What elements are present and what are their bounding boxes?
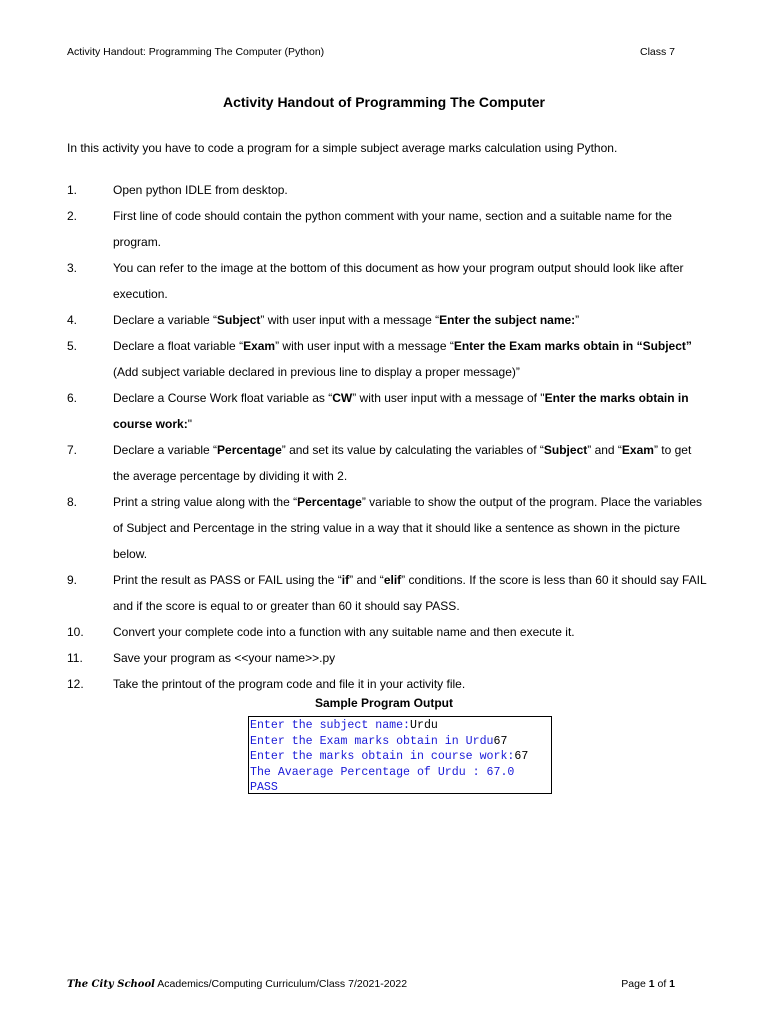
list-item-number: 4. bbox=[67, 313, 78, 327]
list-item bbox=[67, 203, 707, 255]
list-item bbox=[67, 385, 707, 437]
list-item bbox=[67, 645, 707, 671]
instruction-list bbox=[67, 177, 707, 697]
page-header bbox=[67, 46, 675, 62]
console-line: Enter the subject name:Urdu bbox=[250, 719, 438, 732]
list-item bbox=[67, 333, 707, 385]
list-item-number: 2. bbox=[67, 209, 78, 223]
console-line: Enter the marks obtain in course work:67 bbox=[250, 750, 529, 764]
header-title: Activity Handout: Programming The Computer (Python) bbox=[67, 46, 325, 58]
list-item-number: 7. bbox=[67, 443, 78, 457]
sample-title: Sample Program Output bbox=[314, 696, 454, 710]
list-item bbox=[67, 177, 707, 203]
list-item bbox=[67, 307, 707, 333]
console-line: The Avaerage Percentage of Urdu : 67.0 bbox=[250, 765, 515, 779]
list-item bbox=[67, 671, 707, 697]
list-item-text: Convert your complete code into a function with any suitable name and then execute it. bbox=[113, 625, 575, 639]
list-item-number: 9. bbox=[67, 573, 78, 587]
console-line: Enter the Exam marks obtain in Urdu67 bbox=[250, 734, 508, 748]
list-item bbox=[67, 437, 707, 489]
list-item-text: Declare a variable “Subject” with user input with a message “Enter the subject name:” bbox=[113, 313, 580, 327]
list-item-text: Open python IDLE from desktop. bbox=[113, 183, 288, 197]
list-item bbox=[67, 489, 707, 567]
footer-path: Academics/Computing Curriculum/Class 7/2021-2022 bbox=[154, 978, 408, 990]
list-item-text: Take the printout of the program code and file it in your activity file. bbox=[113, 677, 466, 691]
list-item-number: 8. bbox=[67, 495, 78, 509]
header-class: Class 7 bbox=[639, 46, 675, 58]
list-item-text: You can refer to the image at the bottom of this document as how your program output should look like after execution. bbox=[113, 261, 684, 301]
list-item-text: Save your program as <<your name>>.py bbox=[113, 651, 336, 665]
page-footer bbox=[67, 978, 675, 990]
list-item-text: First line of code should contain the python comment with your name, section and a suitable name for the program. bbox=[113, 209, 672, 249]
list-item-number: 1. bbox=[67, 183, 78, 197]
console-line: PASS bbox=[250, 781, 278, 794]
list-item bbox=[67, 567, 707, 619]
page-title: Activity Handout of Programming The Computer bbox=[222, 94, 545, 110]
list-item-number: 6. bbox=[67, 391, 78, 405]
list-item-number: 10. bbox=[67, 625, 84, 639]
list-item-text: Declare a variable “Percentage” and set its value by calculating the variables of “Subject” and “Exam” to get the average percentage by dividing it with 2. bbox=[113, 443, 692, 483]
list-item bbox=[67, 255, 707, 307]
list-item-number: 5. bbox=[67, 339, 78, 353]
list-item-text: Declare a float variable “Exam” with user input with a message “Enter the Exam marks obtain in “Subject” (Add subject variable declared in previous line to display a proper message)” bbox=[113, 339, 692, 379]
sample-output-console bbox=[248, 716, 552, 794]
list-item-text: Print a string value along with the “Percentage” variable to show the output of the program. Place the variables of Subject and Percentage in the string value in a way that it should like a sentence as shown in the picture below. bbox=[113, 495, 703, 561]
page-number: Page 1 of 1 bbox=[621, 978, 675, 990]
list-item-number: 11. bbox=[67, 651, 83, 665]
intro-paragraph: In this activity you have to code a program for a simple subject average marks calculation using Python. bbox=[67, 141, 618, 155]
list-item-text: Print the result as PASS or FAIL using the “if” and “elif” conditions. If the score is less than 60 it should say FAIL and if the score is equal to or greater than 60 it should say PASS. bbox=[113, 573, 707, 613]
list-item-text: Declare a Course Work float variable as “CW” with user input with a message of "Enter the marks obtain in course work:" bbox=[113, 391, 689, 431]
list-item-number: 12. bbox=[67, 677, 84, 691]
list-item bbox=[67, 619, 707, 645]
school-logo-text: The City School bbox=[67, 979, 155, 990]
list-item-number: 3. bbox=[67, 261, 78, 275]
